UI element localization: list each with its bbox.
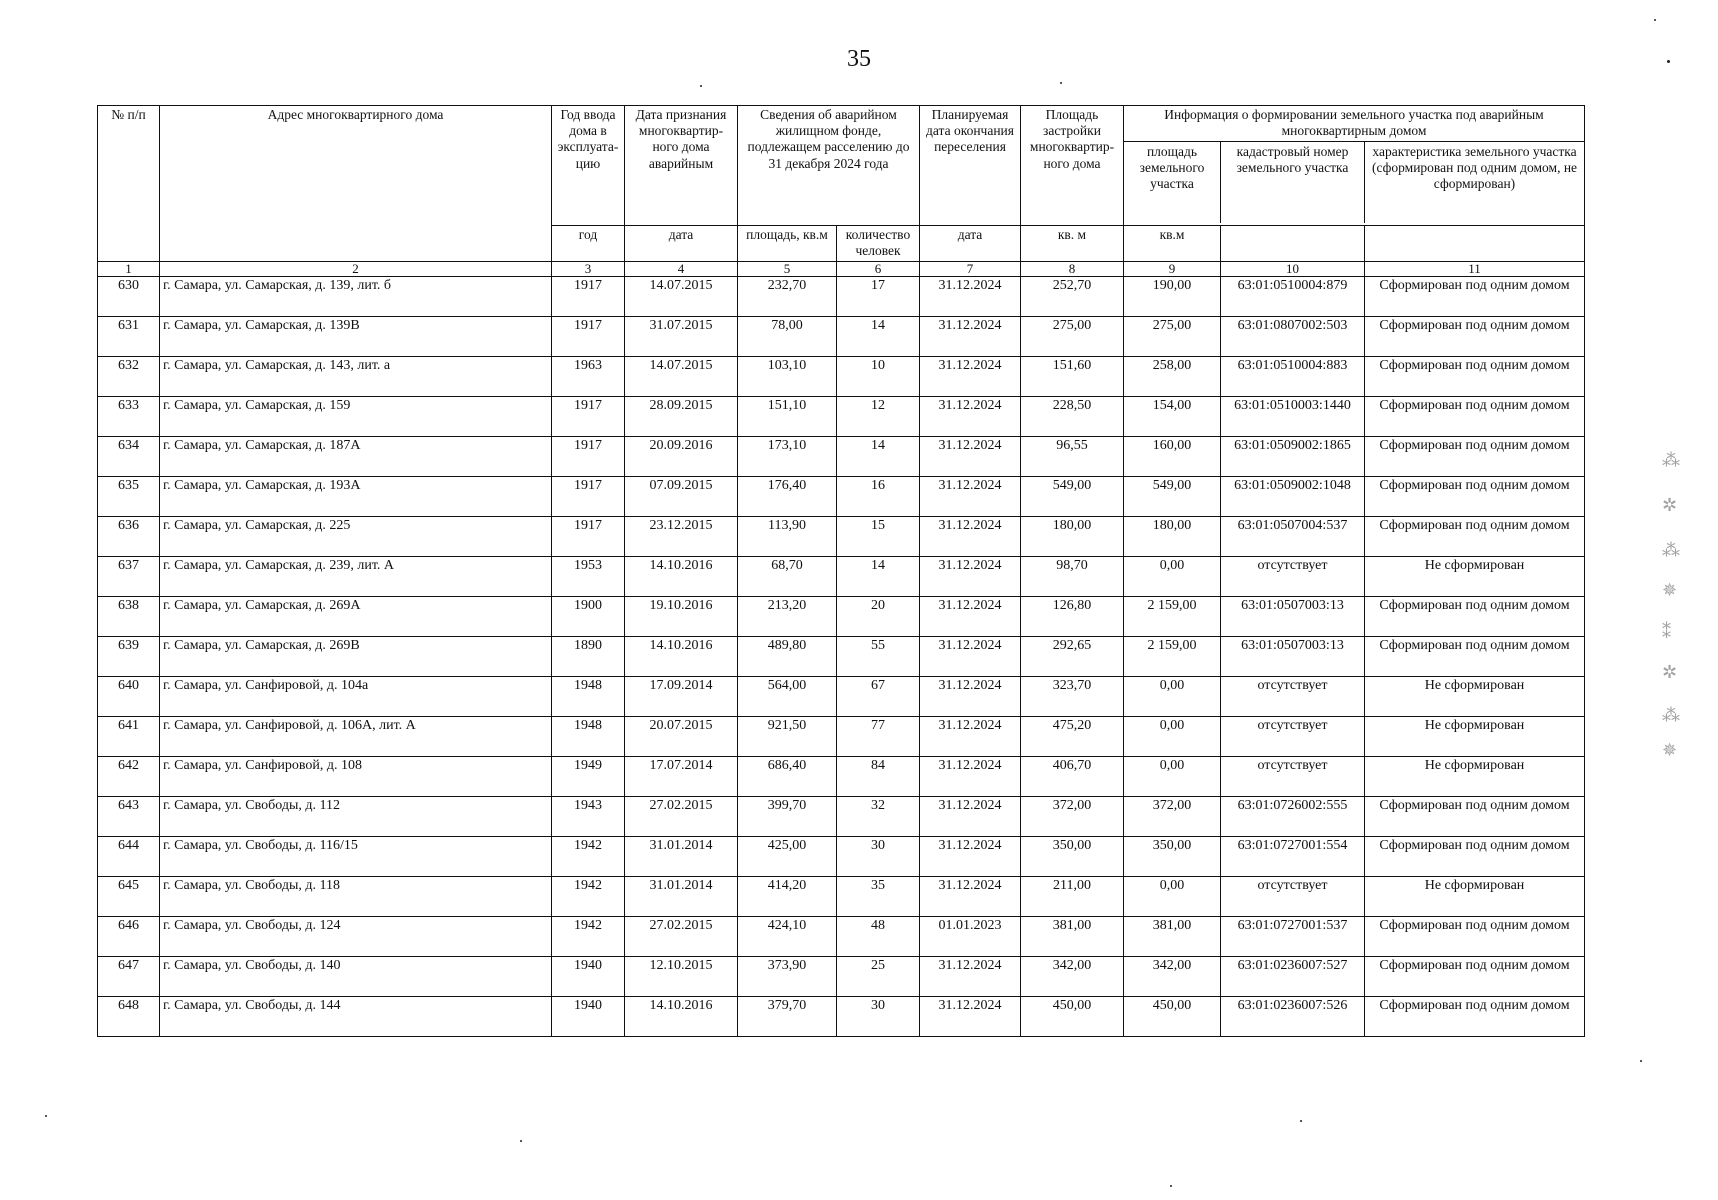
table-row bbox=[98, 477, 1585, 517]
planned-date-cell: 31.12.2024 bbox=[920, 957, 1021, 997]
column-number: 2 bbox=[160, 262, 552, 277]
building-area-cell: 151,60 bbox=[1021, 357, 1124, 397]
land-characteristic-cell: Сформирован под одним домом bbox=[1365, 397, 1585, 437]
year-built-cell: 1942 bbox=[552, 837, 625, 877]
column-number-row bbox=[98, 262, 1585, 277]
year-built-cell: 1948 bbox=[552, 717, 625, 757]
land-area-cell: 2 159,00 bbox=[1124, 637, 1221, 677]
land-characteristic-cell: Сформирован под одним домом bbox=[1365, 477, 1585, 517]
building-area-cell: 381,00 bbox=[1021, 917, 1124, 957]
residents-count-cell: 84 bbox=[837, 757, 920, 797]
year-built-cell: 1917 bbox=[552, 317, 625, 357]
row-number-cell: 646 bbox=[98, 917, 160, 957]
land-characteristic-cell: Не сформирован bbox=[1365, 877, 1585, 917]
cadastral-number-cell: 63:01:0509002:1865 bbox=[1221, 437, 1365, 477]
year-built-cell: 1940 bbox=[552, 997, 625, 1037]
address-cell: г. Самара, ул. Самарская, д. 193А bbox=[160, 477, 552, 517]
header-land-subcols bbox=[1124, 142, 1584, 223]
cadastral-number-cell: 63:01:0507003:13 bbox=[1221, 637, 1365, 677]
planned-date-cell: 31.12.2024 bbox=[920, 477, 1021, 517]
table-row bbox=[98, 837, 1585, 877]
residents-count-cell: 48 bbox=[837, 917, 920, 957]
address-cell: г. Самара, ул. Свободы, д. 112 bbox=[160, 797, 552, 837]
address-cell: г. Самара, ул. Свободы, д. 118 bbox=[160, 877, 552, 917]
cadastral-number-cell: 63:01:0726002:555 bbox=[1221, 797, 1365, 837]
column-number: 4 bbox=[625, 262, 738, 277]
column-number: 10 bbox=[1221, 262, 1365, 277]
residents-count-cell: 15 bbox=[837, 517, 920, 557]
column-number: 9 bbox=[1124, 262, 1221, 277]
building-area-cell: 292,65 bbox=[1021, 637, 1124, 677]
residents-count-cell: 55 bbox=[837, 637, 920, 677]
building-area-cell: 475,20 bbox=[1021, 717, 1124, 757]
building-area-cell: 275,00 bbox=[1021, 317, 1124, 357]
date-recognized-cell: 07.09.2015 bbox=[625, 477, 738, 517]
table-row bbox=[98, 637, 1585, 677]
scan-speck bbox=[1060, 82, 1062, 84]
emergency-housing-table bbox=[97, 105, 1585, 1037]
land-area-cell: 0,00 bbox=[1124, 557, 1221, 597]
residents-count-cell: 14 bbox=[837, 557, 920, 597]
emergency-area-cell: 173,10 bbox=[738, 437, 837, 477]
header-planned-date: Планируемая дата окончания переселения bbox=[920, 106, 1021, 226]
date-recognized-cell: 19.10.2016 bbox=[625, 597, 738, 637]
emergency-area-cell: 78,00 bbox=[738, 317, 837, 357]
land-characteristic-cell: Сформирован под одним домом bbox=[1365, 357, 1585, 397]
table-row bbox=[98, 317, 1585, 357]
year-built-cell: 1942 bbox=[552, 917, 625, 957]
row-number-cell: 631 bbox=[98, 317, 160, 357]
header-emergency-group: Сведения об аварийном жилищном фонде, подлежащем расселению до 31 декабря 2024 года bbox=[738, 106, 920, 226]
planned-date-cell: 31.12.2024 bbox=[920, 637, 1021, 677]
address-cell: г. Самара, ул. Самарская, д. 143, лит. а bbox=[160, 357, 552, 397]
residents-count-cell: 25 bbox=[837, 957, 920, 997]
land-area-cell: 190,00 bbox=[1124, 277, 1221, 317]
land-characteristic-cell: Сформирован под одним домом bbox=[1365, 437, 1585, 477]
date-recognized-cell: 31.01.2014 bbox=[625, 837, 738, 877]
land-characteristic-cell: Не сформирован bbox=[1365, 557, 1585, 597]
emergency-area-cell: 489,80 bbox=[738, 637, 837, 677]
address-cell: г. Самара, ул. Самарская, д. 159 bbox=[160, 397, 552, 437]
emergency-area-cell: 151,10 bbox=[738, 397, 837, 437]
table-body bbox=[98, 277, 1585, 1037]
land-area-cell: 450,00 bbox=[1124, 997, 1221, 1037]
land-characteristic-cell: Сформирован под одним домом bbox=[1365, 277, 1585, 317]
address-cell: г. Самара, ул. Самарская, д. 139, лит. б bbox=[160, 277, 552, 317]
land-characteristic-cell: Сформирован под одним домом bbox=[1365, 997, 1585, 1037]
building-area-cell: 252,70 bbox=[1021, 277, 1124, 317]
land-area-cell: 372,00 bbox=[1124, 797, 1221, 837]
cadastral-number-cell: 63:01:0236007:527 bbox=[1221, 957, 1365, 997]
land-characteristic-cell: Не сформирован bbox=[1365, 677, 1585, 717]
date-recognized-cell: 12.10.2015 bbox=[625, 957, 738, 997]
year-built-cell: 1917 bbox=[552, 397, 625, 437]
table-row bbox=[98, 757, 1585, 797]
planned-date-cell: 31.12.2024 bbox=[920, 277, 1021, 317]
header-num: № п/п bbox=[98, 106, 160, 262]
row-number-cell: 637 bbox=[98, 557, 160, 597]
planned-date-cell: 31.12.2024 bbox=[920, 717, 1021, 757]
column-number: 7 bbox=[920, 262, 1021, 277]
table-row bbox=[98, 797, 1585, 837]
year-built-cell: 1963 bbox=[552, 357, 625, 397]
date-recognized-cell: 17.09.2014 bbox=[625, 677, 738, 717]
residents-count-cell: 12 bbox=[837, 397, 920, 437]
address-cell: г. Самара, ул. Свободы, д. 140 bbox=[160, 957, 552, 997]
table-row bbox=[98, 397, 1585, 437]
row-number-cell: 630 bbox=[98, 277, 160, 317]
header-land-group-title: Информация о формировании земельного участка под аварийным многоквартирным домом bbox=[1124, 106, 1584, 142]
building-area-cell: 323,70 bbox=[1021, 677, 1124, 717]
residents-count-cell: 10 bbox=[837, 357, 920, 397]
header-land-char: характеристика земельного участка (сформирован под одним домом, не сформирован) bbox=[1371, 144, 1578, 192]
land-characteristic-cell: Сформирован под одним домом bbox=[1365, 917, 1585, 957]
building-area-cell: 372,00 bbox=[1021, 797, 1124, 837]
cadastral-number-cell: 63:01:0807002:503 bbox=[1221, 317, 1365, 357]
emergency-area-cell: 921,50 bbox=[738, 717, 837, 757]
table-row bbox=[98, 357, 1585, 397]
unit-cadastral-empty bbox=[1221, 226, 1365, 262]
scan-speck bbox=[700, 85, 702, 87]
planned-date-cell: 31.12.2024 bbox=[920, 397, 1021, 437]
cadastral-number-cell: 63:01:0510004:883 bbox=[1221, 357, 1365, 397]
address-cell: г. Самара, ул. Самарская, д. 225 bbox=[160, 517, 552, 557]
residents-count-cell: 35 bbox=[837, 877, 920, 917]
address-cell: г. Самара, ул. Санфировой, д. 108 bbox=[160, 757, 552, 797]
date-recognized-cell: 27.02.2015 bbox=[625, 797, 738, 837]
planned-date-cell: 31.12.2024 bbox=[920, 557, 1021, 597]
scan-speck bbox=[1654, 19, 1656, 21]
land-area-cell: 0,00 bbox=[1124, 677, 1221, 717]
residents-count-cell: 16 bbox=[837, 477, 920, 517]
emergency-area-cell: 564,00 bbox=[738, 677, 837, 717]
cadastral-number-cell: 63:01:0507004:537 bbox=[1221, 517, 1365, 557]
cadastral-number-cell: отсутствует bbox=[1221, 757, 1365, 797]
land-characteristic-cell: Сформирован под одним домом bbox=[1365, 517, 1585, 557]
cadastral-number-cell: 63:01:0727001:537 bbox=[1221, 917, 1365, 957]
header-address: Адрес многоквартирного дома bbox=[160, 106, 552, 262]
address-cell: г. Самара, ул. Свободы, д. 116/15 bbox=[160, 837, 552, 877]
planned-date-cell: 31.12.2024 bbox=[920, 517, 1021, 557]
year-built-cell: 1917 bbox=[552, 437, 625, 477]
building-area-cell: 549,00 bbox=[1021, 477, 1124, 517]
unit-land-area: кв.м bbox=[1124, 226, 1221, 262]
date-recognized-cell: 17.07.2014 bbox=[625, 757, 738, 797]
address-cell: г. Самара, ул. Санфировой, д. 106А, лит. А bbox=[160, 717, 552, 757]
table-row bbox=[98, 597, 1585, 637]
row-number-cell: 634 bbox=[98, 437, 160, 477]
planned-date-cell: 31.12.2024 bbox=[920, 757, 1021, 797]
cadastral-number-cell: отсутствует bbox=[1221, 717, 1365, 757]
side-stamp-marks: ⁂ ✲ ⁂ ✵ ⁑ ✲ ⁂ ✵ bbox=[1662, 450, 1680, 760]
emergency-area-cell: 176,40 bbox=[738, 477, 837, 517]
land-area-cell: 275,00 bbox=[1124, 317, 1221, 357]
planned-date-cell: 31.12.2024 bbox=[920, 837, 1021, 877]
year-built-cell: 1940 bbox=[552, 957, 625, 997]
header-cadastral: кадастровый номер земельного участка bbox=[1221, 142, 1365, 223]
scan-speck bbox=[1667, 60, 1670, 63]
table-row bbox=[98, 437, 1585, 477]
unit-area: площадь, кв.м bbox=[738, 226, 837, 262]
land-area-cell: 154,00 bbox=[1124, 397, 1221, 437]
planned-date-cell: 31.12.2024 bbox=[920, 597, 1021, 637]
row-number-cell: 633 bbox=[98, 397, 160, 437]
column-number: 5 bbox=[738, 262, 837, 277]
emergency-area-cell: 414,20 bbox=[738, 877, 837, 917]
cadastral-number-cell: отсутствует bbox=[1221, 677, 1365, 717]
land-area-cell: 258,00 bbox=[1124, 357, 1221, 397]
row-number-cell: 642 bbox=[98, 757, 160, 797]
date-recognized-cell: 14.07.2015 bbox=[625, 277, 738, 317]
cadastral-number-cell: 63:01:0507003:13 bbox=[1221, 597, 1365, 637]
unit-land-char-empty bbox=[1365, 226, 1585, 262]
land-characteristic-cell: Не сформирован bbox=[1365, 757, 1585, 797]
land-characteristic-cell: Сформирован под одним домом bbox=[1365, 637, 1585, 677]
address-cell: г. Самара, ул. Самарская, д. 187А bbox=[160, 437, 552, 477]
building-area-cell: 96,55 bbox=[1021, 437, 1124, 477]
emergency-area-cell: 103,10 bbox=[738, 357, 837, 397]
emergency-area-cell: 373,90 bbox=[738, 957, 837, 997]
emergency-area-cell: 425,00 bbox=[738, 837, 837, 877]
year-built-cell: 1917 bbox=[552, 277, 625, 317]
cadastral-number-cell: отсутствует bbox=[1221, 557, 1365, 597]
table-row bbox=[98, 557, 1585, 597]
scan-speck bbox=[1300, 1120, 1302, 1122]
emergency-area-cell: 213,20 bbox=[738, 597, 837, 637]
address-cell: г. Самара, ул. Самарская, д. 269А bbox=[160, 597, 552, 637]
land-area-cell: 342,00 bbox=[1124, 957, 1221, 997]
residents-count-cell: 20 bbox=[837, 597, 920, 637]
date-recognized-cell: 31.01.2014 bbox=[625, 877, 738, 917]
residents-count-cell: 17 bbox=[837, 277, 920, 317]
year-built-cell: 1917 bbox=[552, 477, 625, 517]
building-area-cell: 406,70 bbox=[1021, 757, 1124, 797]
land-characteristic-cell: Сформирован под одним домом bbox=[1365, 957, 1585, 997]
table-row bbox=[98, 517, 1585, 557]
residents-count-cell: 30 bbox=[837, 837, 920, 877]
emergency-area-cell: 232,70 bbox=[738, 277, 837, 317]
row-number-cell: 645 bbox=[98, 877, 160, 917]
row-number-cell: 641 bbox=[98, 717, 160, 757]
row-number-cell: 636 bbox=[98, 517, 160, 557]
land-characteristic-cell: Сформирован под одним домом bbox=[1365, 837, 1585, 877]
date-recognized-cell: 14.07.2015 bbox=[625, 357, 738, 397]
row-number-cell: 648 bbox=[98, 997, 160, 1037]
planned-date-cell: 01.01.2023 bbox=[920, 917, 1021, 957]
row-number-cell: 635 bbox=[98, 477, 160, 517]
building-area-cell: 228,50 bbox=[1021, 397, 1124, 437]
year-built-cell: 1942 bbox=[552, 877, 625, 917]
date-recognized-cell: 20.07.2015 bbox=[625, 717, 738, 757]
planned-date-cell: 31.12.2024 bbox=[920, 877, 1021, 917]
row-number-cell: 640 bbox=[98, 677, 160, 717]
unit-planned-date: дата bbox=[920, 226, 1021, 262]
residents-count-cell: 77 bbox=[837, 717, 920, 757]
unit-people: количество человек bbox=[837, 226, 920, 262]
year-built-cell: 1949 bbox=[552, 757, 625, 797]
table-row bbox=[98, 677, 1585, 717]
table-row bbox=[98, 917, 1585, 957]
land-area-cell: 350,00 bbox=[1124, 837, 1221, 877]
date-recognized-cell: 28.09.2015 bbox=[625, 397, 738, 437]
scan-speck bbox=[1640, 1060, 1642, 1062]
cadastral-number-cell: отсутствует bbox=[1221, 877, 1365, 917]
scan-speck bbox=[1170, 1185, 1172, 1187]
row-number-cell: 632 bbox=[98, 357, 160, 397]
emergency-area-cell: 686,40 bbox=[738, 757, 837, 797]
land-area-cell: 0,00 bbox=[1124, 757, 1221, 797]
row-number-cell: 643 bbox=[98, 797, 160, 837]
date-recognized-cell: 14.10.2016 bbox=[625, 557, 738, 597]
land-area-cell: 549,00 bbox=[1124, 477, 1221, 517]
column-number: 8 bbox=[1021, 262, 1124, 277]
emergency-area-cell: 424,10 bbox=[738, 917, 837, 957]
land-area-cell: 0,00 bbox=[1124, 877, 1221, 917]
table-row bbox=[98, 717, 1585, 757]
residents-count-cell: 14 bbox=[837, 437, 920, 477]
emergency-area-cell: 68,70 bbox=[738, 557, 837, 597]
cadastral-number-cell: 63:01:0510003:1440 bbox=[1221, 397, 1365, 437]
year-built-cell: 1943 bbox=[552, 797, 625, 837]
building-area-cell: 98,70 bbox=[1021, 557, 1124, 597]
header-year: Год ввода дома в эксплуата-цию bbox=[552, 106, 625, 226]
planned-date-cell: 31.12.2024 bbox=[920, 997, 1021, 1037]
row-number-cell: 647 bbox=[98, 957, 160, 997]
land-area-cell: 0,00 bbox=[1124, 717, 1221, 757]
land-characteristic-cell: Сформирован под одним домом bbox=[1365, 597, 1585, 637]
page-number: 35 bbox=[847, 46, 871, 72]
year-built-cell: 1917 bbox=[552, 517, 625, 557]
year-built-cell: 1948 bbox=[552, 677, 625, 717]
unit-building-area: кв. м bbox=[1021, 226, 1124, 262]
land-area-cell: 180,00 bbox=[1124, 517, 1221, 557]
building-area-cell: 211,00 bbox=[1021, 877, 1124, 917]
table-row bbox=[98, 997, 1585, 1037]
building-area-cell: 342,00 bbox=[1021, 957, 1124, 997]
land-characteristic-cell: Не сформирован bbox=[1365, 717, 1585, 757]
cadastral-number-cell: 63:01:0509002:1048 bbox=[1221, 477, 1365, 517]
emergency-area-cell: 379,70 bbox=[738, 997, 837, 1037]
date-recognized-cell: 14.10.2016 bbox=[625, 637, 738, 677]
land-characteristic-cell: Сформирован под одним домом bbox=[1365, 317, 1585, 357]
land-characteristic-cell: Сформирован под одним домом bbox=[1365, 797, 1585, 837]
header-building-area: Площадь застройки многоквартир-ного дома bbox=[1021, 106, 1124, 226]
unit-date: дата bbox=[625, 226, 738, 262]
unit-year: год bbox=[552, 226, 625, 262]
building-area-cell: 126,80 bbox=[1021, 597, 1124, 637]
emergency-area-cell: 113,90 bbox=[738, 517, 837, 557]
date-recognized-cell: 14.10.2016 bbox=[625, 997, 738, 1037]
address-cell: г. Самара, ул. Самарская, д. 139В bbox=[160, 317, 552, 357]
emergency-area-cell: 399,70 bbox=[738, 797, 837, 837]
scan-speck bbox=[45, 1115, 47, 1117]
residents-count-cell: 14 bbox=[837, 317, 920, 357]
row-number-cell: 639 bbox=[98, 637, 160, 677]
year-built-cell: 1900 bbox=[552, 597, 625, 637]
building-area-cell: 450,00 bbox=[1021, 997, 1124, 1037]
building-area-cell: 350,00 bbox=[1021, 837, 1124, 877]
table-row bbox=[98, 277, 1585, 317]
building-area-cell: 180,00 bbox=[1021, 517, 1124, 557]
cadastral-number-cell: 63:01:0236007:526 bbox=[1221, 997, 1365, 1037]
year-built-cell: 1953 bbox=[552, 557, 625, 597]
address-cell: г. Самара, ул. Свободы, д. 124 bbox=[160, 917, 552, 957]
date-recognized-cell: 27.02.2015 bbox=[625, 917, 738, 957]
address-cell: г. Самара, ул. Санфировой, д. 104а bbox=[160, 677, 552, 717]
land-area-cell: 2 159,00 bbox=[1124, 597, 1221, 637]
planned-date-cell: 31.12.2024 bbox=[920, 317, 1021, 357]
column-number: 3 bbox=[552, 262, 625, 277]
table-row bbox=[98, 877, 1585, 917]
row-number-cell: 644 bbox=[98, 837, 160, 877]
planned-date-cell: 31.12.2024 bbox=[920, 797, 1021, 837]
table-row bbox=[98, 957, 1585, 997]
date-recognized-cell: 23.12.2015 bbox=[625, 517, 738, 557]
land-area-cell: 381,00 bbox=[1124, 917, 1221, 957]
address-cell: г. Самара, ул. Свободы, д. 144 bbox=[160, 997, 552, 1037]
address-cell: г. Самара, ул. Самарская, д. 239, лит. А bbox=[160, 557, 552, 597]
column-number: 6 bbox=[837, 262, 920, 277]
address-cell: г. Самара, ул. Самарская, д. 269В bbox=[160, 637, 552, 677]
cadastral-number-cell: 63:01:0510004:879 bbox=[1221, 277, 1365, 317]
column-number: 11 bbox=[1365, 262, 1585, 277]
header-land-group bbox=[1124, 106, 1585, 226]
residents-count-cell: 30 bbox=[837, 997, 920, 1037]
year-built-cell: 1890 bbox=[552, 637, 625, 677]
header-date-recognized: Дата признания многоквартир-ного дома аварийным bbox=[625, 106, 738, 226]
planned-date-cell: 31.12.2024 bbox=[920, 357, 1021, 397]
date-recognized-cell: 31.07.2015 bbox=[625, 317, 738, 357]
header-land-area: площадь земельного участка bbox=[1124, 142, 1221, 223]
residents-count-cell: 32 bbox=[837, 797, 920, 837]
planned-date-cell: 31.12.2024 bbox=[920, 677, 1021, 717]
planned-date-cell: 31.12.2024 bbox=[920, 437, 1021, 477]
date-recognized-cell: 20.09.2016 bbox=[625, 437, 738, 477]
column-number: 1 bbox=[98, 262, 160, 277]
cadastral-number-cell: 63:01:0727001:554 bbox=[1221, 837, 1365, 877]
row-number-cell: 638 bbox=[98, 597, 160, 637]
scan-speck bbox=[520, 1140, 522, 1142]
land-area-cell: 160,00 bbox=[1124, 437, 1221, 477]
residents-count-cell: 67 bbox=[837, 677, 920, 717]
